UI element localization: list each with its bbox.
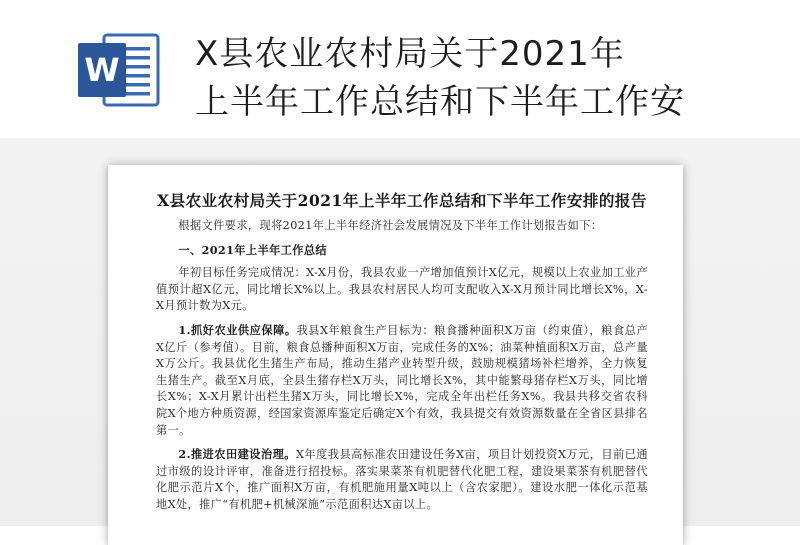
header-title-line1: X县农业农村局关于2021年 bbox=[195, 34, 625, 74]
microsoft-word-icon bbox=[76, 29, 166, 111]
item-2-text: X年度我县高标准农田建设任务X亩，项目计划投资X万元，目前已通过市级的设计评审，准备进行招投标。落实果菜茶有机肥替代化肥工程，建设果菜茶有机肥替代化肥示范片X个，推广面积X万亩，有机肥施用量X吨以上（含农家肥）。建设水肥一体化示范基地X处，推广“有机肥+机械深施”示范面积达X亩以上。 bbox=[156, 448, 648, 511]
paragraph-item-2 bbox=[156, 446, 648, 513]
header-banner bbox=[0, 0, 800, 138]
section-heading-1: 一、2021年上半年工作总结 bbox=[178, 242, 328, 257]
word-icon-letter: W bbox=[84, 51, 120, 89]
paragraph-item-1 bbox=[156, 322, 648, 439]
document-body bbox=[156, 187, 648, 521]
header-title-line2: 上半年工作总结和下半年工作安 bbox=[195, 82, 685, 122]
document-page bbox=[108, 165, 683, 545]
header-title bbox=[195, 30, 785, 126]
item-2-label: 2.推进农田建设治理。 bbox=[178, 447, 296, 462]
paragraph-targets: 年初目标任务完成情况：X-X月份，我县农业一产增加值预计X亿元，规模以上农业加工业产值预计超X亿元，同比增长X%以上。我县农村居民人均可支配收入X-X月预计同比增长X%，X-X月预计数为X元。 bbox=[156, 266, 648, 313]
intro-paragraph: 根据文件要求，现将2021年上半年经济社会发展情况及下半年工作计划报告如下： bbox=[178, 219, 603, 232]
document-title: X县农业农村局关于2021年上半年工作总结和下半年工作安排的报告 bbox=[157, 191, 647, 210]
item-1-text: 我县X年粮食生产目标为：粮食播种面积X万亩（约束值），粮食总产X亿斤（参考值）。目前，粮食总播种面积X万亩，完成任务的X%；油菜种植面积X万亩，总产量X万公斤。我县优化生猪生产布局，推动生猪产业转型升级，鼓励规模猪场补栏增养，全力恢复生猪生产。截至X月底，全县生猪存栏X万头，同比增长X%，其中能繁母猪存栏X万头，同比增长X%；X-X月累计出栏生猪X万头，同比增长X%，完成全年出栏任务X%。我县共移交省农科院X个地方种质资源，经国家资源库鉴定后确定X个有效，我县提交有效资源数量在全省区县排名第一。 bbox=[156, 323, 648, 437]
item-1-label: 1.抓好农业供应保障。 bbox=[178, 322, 297, 337]
